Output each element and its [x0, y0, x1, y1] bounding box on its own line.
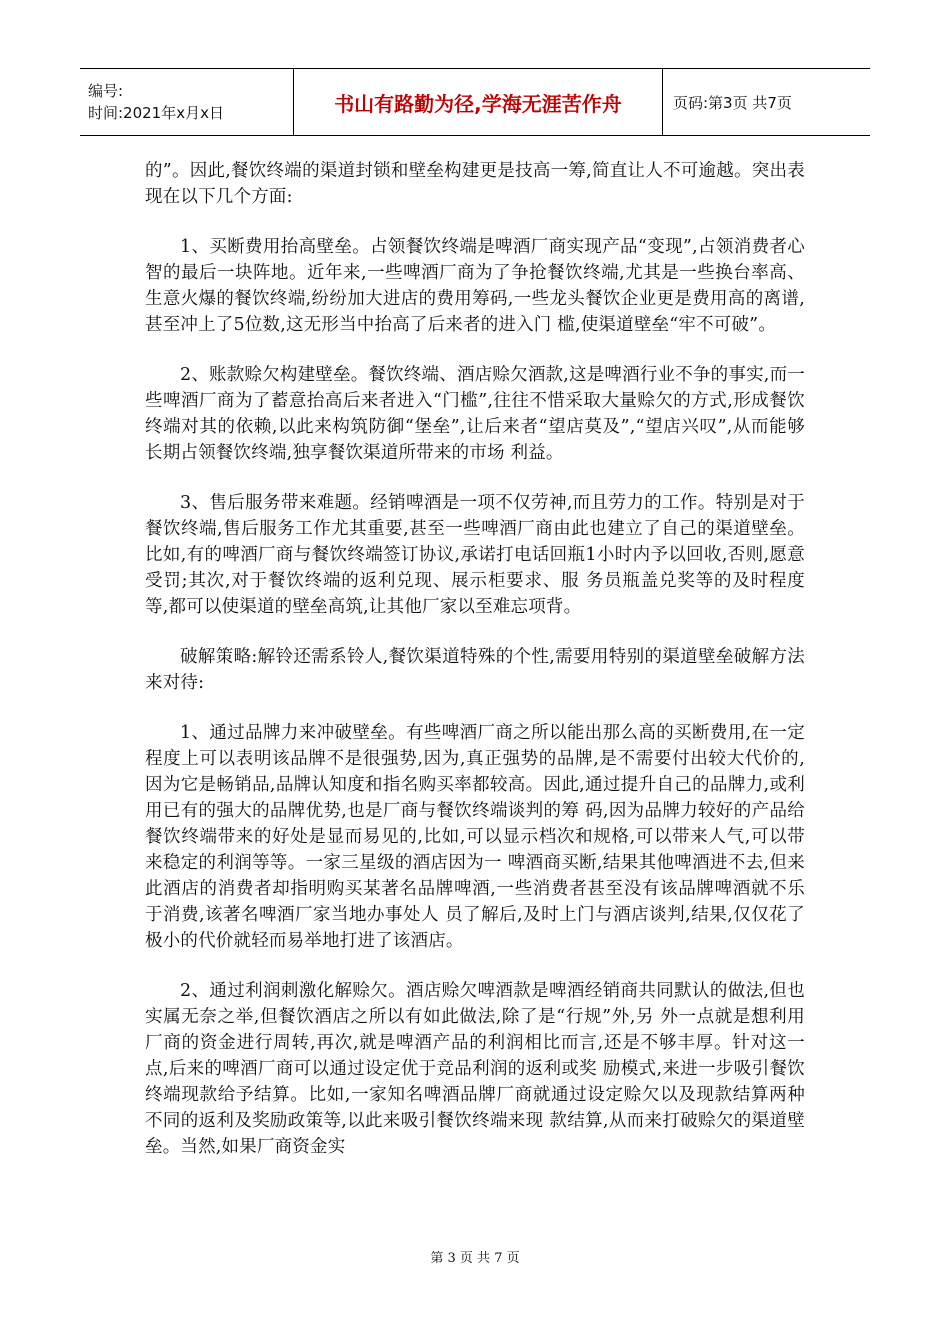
paragraph-point-1: 1、买断费用抬高壁垒。占领餐饮终端是啤酒厂商实现产品“变现”,占领消费者心智的最后一块阵地。近年来,一些啤酒厂商为了争抢餐饮终端,尤其是一些换台率高、生意火爆的餐饮终端,纷纷加大进店的费用筹码,一些龙头餐饮企业更是费用高的离谱,甚至冲上了5位数,这无形当中抬高了后来者的进入门 槛,使渠道壁垒“牢不可破”。 [145, 237, 805, 335]
time-label: 时间:2021年x月x日 [88, 104, 224, 122]
paragraph-point-3: 3、售后服务带来难题。经销啤酒是一项不仅劳神,而且劳力的工作。特别是对于餐饮终端,售后服务工作尤其重要,甚至一些啤酒厂商由此也建立了自己的渠道壁垒。比如,有的啤酒厂商与餐饮终端签订协议,承诺打电话回瓶1小时内予以回收,否则,愿意受罚;其次,对于餐饮终端的返利兑现、展示柜要求、服 务员瓶盖兑奖等的及时程度等,都可以使渠道的壁垒高筑,让其他厂家以至难忘项背。 [145, 493, 805, 617]
header-motto [294, 69, 663, 135]
paragraph-point-2: 2、账款赊欠构建壁垒。餐饮终端、酒店赊欠酒款,这是啤酒行业不争的事实,而一些啤酒厂商为了蓄意抬高后来者进入“门槛”,往往不惜采取大量赊欠的方式,形成餐饮终端对其的依赖,以此来构筑防御“堡垒”,让后来者“望店莫及”,“望店兴叹”,从而能够长期占领餐饮终端,独享餐饮渠道所带来的市场 利益。 [145, 365, 805, 463]
page-info-text: 页码:第3页 共7页 [673, 93, 792, 112]
header-page-info [663, 69, 870, 135]
document-body [145, 158, 805, 1184]
number-label: 编号: [88, 82, 124, 100]
page-header [80, 68, 870, 136]
paragraph-strategy-1: 1、通过品牌力来冲破壁垒。有些啤酒厂商之所以能出那么高的买断费用,在一定程度上可以表明该品牌不是很强势,因为,真正强势的品牌,是不需要付出较大代价的,因为它是畅销品,品牌认知度和指名购买率都较高。因此,通过提升自己的品牌力,或利用已有的强大的品牌优势,也是厂商与餐饮终端谈判的筹 码,因为品牌力较好的产品给餐饮终端带来的好处是显而易见的,比如,可以显示档次和规格,可以带来人气,可以带来稳定的利润等等。一家三星级的酒店因为一 啤酒商买断,结果其他啤酒进不去,但来此酒店的消费者却指明购买某著名品牌啤酒,一些消费者甚至没有该品牌啤酒就不乐于消费,该著名啤酒厂家当地办事处人 员了解后,及时上门与酒店谈判,结果,仅仅花了极小的代价就轻而易举地打进了该酒店。 [145, 723, 805, 951]
paragraph-strategy-2: 2、通过利润刺激化解赊欠。酒店赊欠啤酒款是啤酒经销商共同默认的做法,但也实属无奈之举,但餐饮酒店之所以有如此做法,除了是“行规”外,另 外一点就是想利用厂商的资金进行周转,再次,就是啤酒产品的利润相比而言,还是不够丰厚。针对这一点,后来的啤酒厂商可以通过设定优于竞品利润的返利或奖 励模式,来进一步吸引餐饮终端现款给予结算。比如,一家知名啤酒品牌厂商就通过设定赊欠以及现款结算两种不同的返利及奖励政策等,以此来吸引餐饮终端来现 款结算,从而来打破赊欠的渠道壁垒。当然,如果厂商资金实 [145, 981, 805, 1157]
motto-text: 书山有路勤为径,学海无涯苦作舟 [334, 91, 622, 116]
paragraph-strategy: 破解策略:解铃还需系铃人,餐饮渠道特殊的个性,需要用特别的渠道壁垒破解方法来对待: [145, 647, 805, 693]
header-meta [80, 69, 294, 135]
paragraph-intro: 的”。因此,餐饮终端的渠道封锁和壁垒构建更是技高一筹,简直让人不可逾越。突出表现在以下几个方面: [145, 161, 805, 207]
page-footer: 第 3 页 共 7 页 [430, 1251, 520, 1266]
